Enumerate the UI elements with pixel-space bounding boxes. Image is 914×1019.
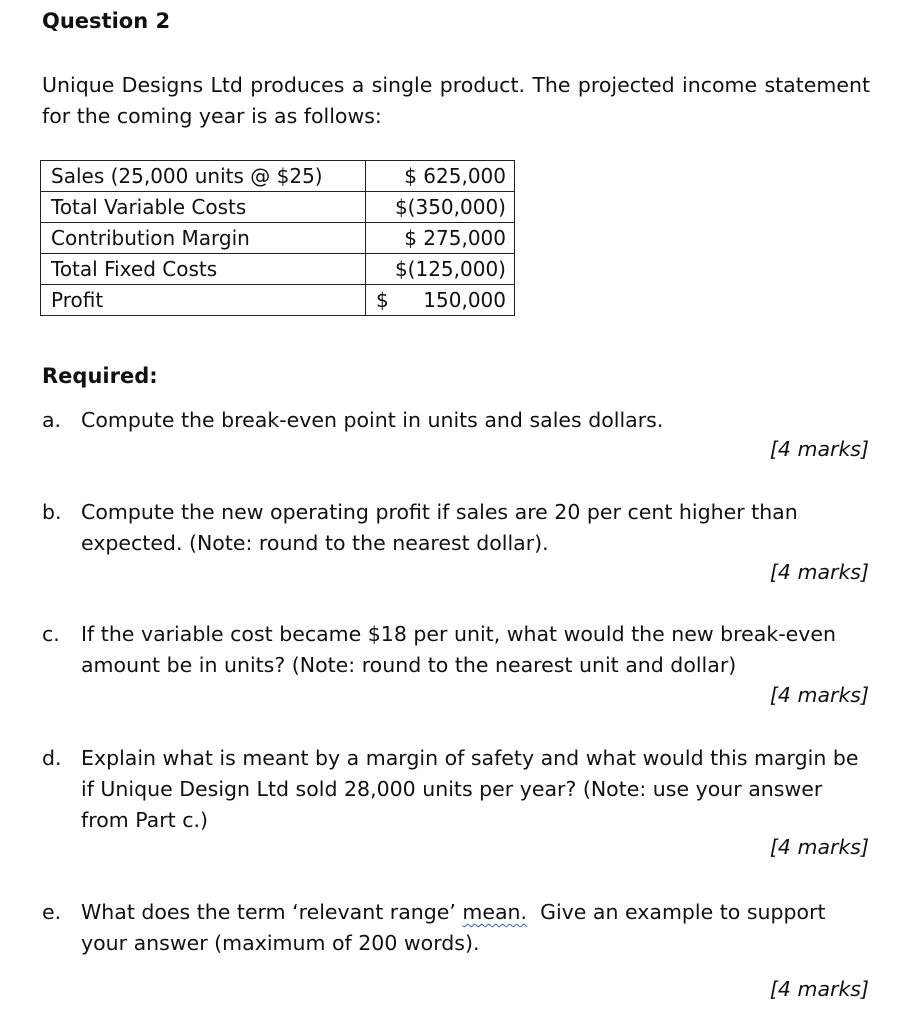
question-text <box>81 897 872 959</box>
question-c <box>42 619 872 681</box>
table-row <box>41 285 515 316</box>
row-label: Sales (25,000 units @ $25) <box>41 161 366 192</box>
question-letter: a. <box>42 408 62 432</box>
marks-label: [4 marks] <box>769 977 869 1001</box>
income-statement-table <box>40 160 515 316</box>
question-e <box>42 897 872 959</box>
amount-value: 150,000 <box>423 288 506 312</box>
row-label: Contribution Margin <box>41 223 366 254</box>
question-text-part: What does the term ‘relevant range’ <box>81 900 463 924</box>
row-amount: $(350,000) <box>366 192 515 223</box>
question-d <box>42 743 872 836</box>
required-label: Required: <box>42 364 158 388</box>
question-text-part: Give an example to support your answer (maximum of 200 words). <box>81 900 833 955</box>
table-row <box>41 254 515 285</box>
row-label: Total Fixed Costs <box>41 254 366 285</box>
row-amount <box>366 285 515 316</box>
intro-paragraph: Unique Designs Ltd produces a single product. The projected income statement for the coming year is as follows: <box>42 73 870 128</box>
marks-label: [4 marks] <box>769 835 869 859</box>
question-letter: c. <box>42 622 60 646</box>
row-amount: $ 275,000 <box>366 223 515 254</box>
table-row <box>41 192 515 223</box>
question-letter: e. <box>42 900 62 924</box>
question-letter: d. <box>42 746 62 770</box>
question-heading: Question 2 <box>42 9 171 33</box>
marks-label: [4 marks] <box>769 683 869 707</box>
question-text: Compute the break-even point in units and sales dollars. <box>81 408 664 432</box>
question-a <box>42 405 872 436</box>
question-b <box>42 497 872 559</box>
row-label: Profit <box>41 285 366 316</box>
question-text: If the variable cost became $18 per unit, what would the new break-even amount be in units? (Note: round to the nearest unit and dollar) <box>81 622 836 677</box>
question-text: Explain what is meant by a margin of safety and what would this margin be if Unique Design Ltd sold 28,000 units per year? (Note: use your answer from Part c.) <box>81 746 859 832</box>
marks-label: [4 marks] <box>769 437 869 461</box>
marks-label: [4 marks] <box>769 560 869 584</box>
question-text: Compute the new operating profit if sales are 20 per cent higher than expected. (Note: round to the nearest dollar). <box>81 500 798 555</box>
table-row <box>41 223 515 254</box>
row-amount: $(125,000) <box>366 254 515 285</box>
question-letter: b. <box>42 500 62 524</box>
flagged-word: mean. <box>462 900 528 924</box>
row-amount: $ 625,000 <box>366 161 515 192</box>
row-label: Total Variable Costs <box>41 192 366 223</box>
amount-currency-symbol: $ <box>376 288 389 312</box>
table-row <box>41 161 515 192</box>
